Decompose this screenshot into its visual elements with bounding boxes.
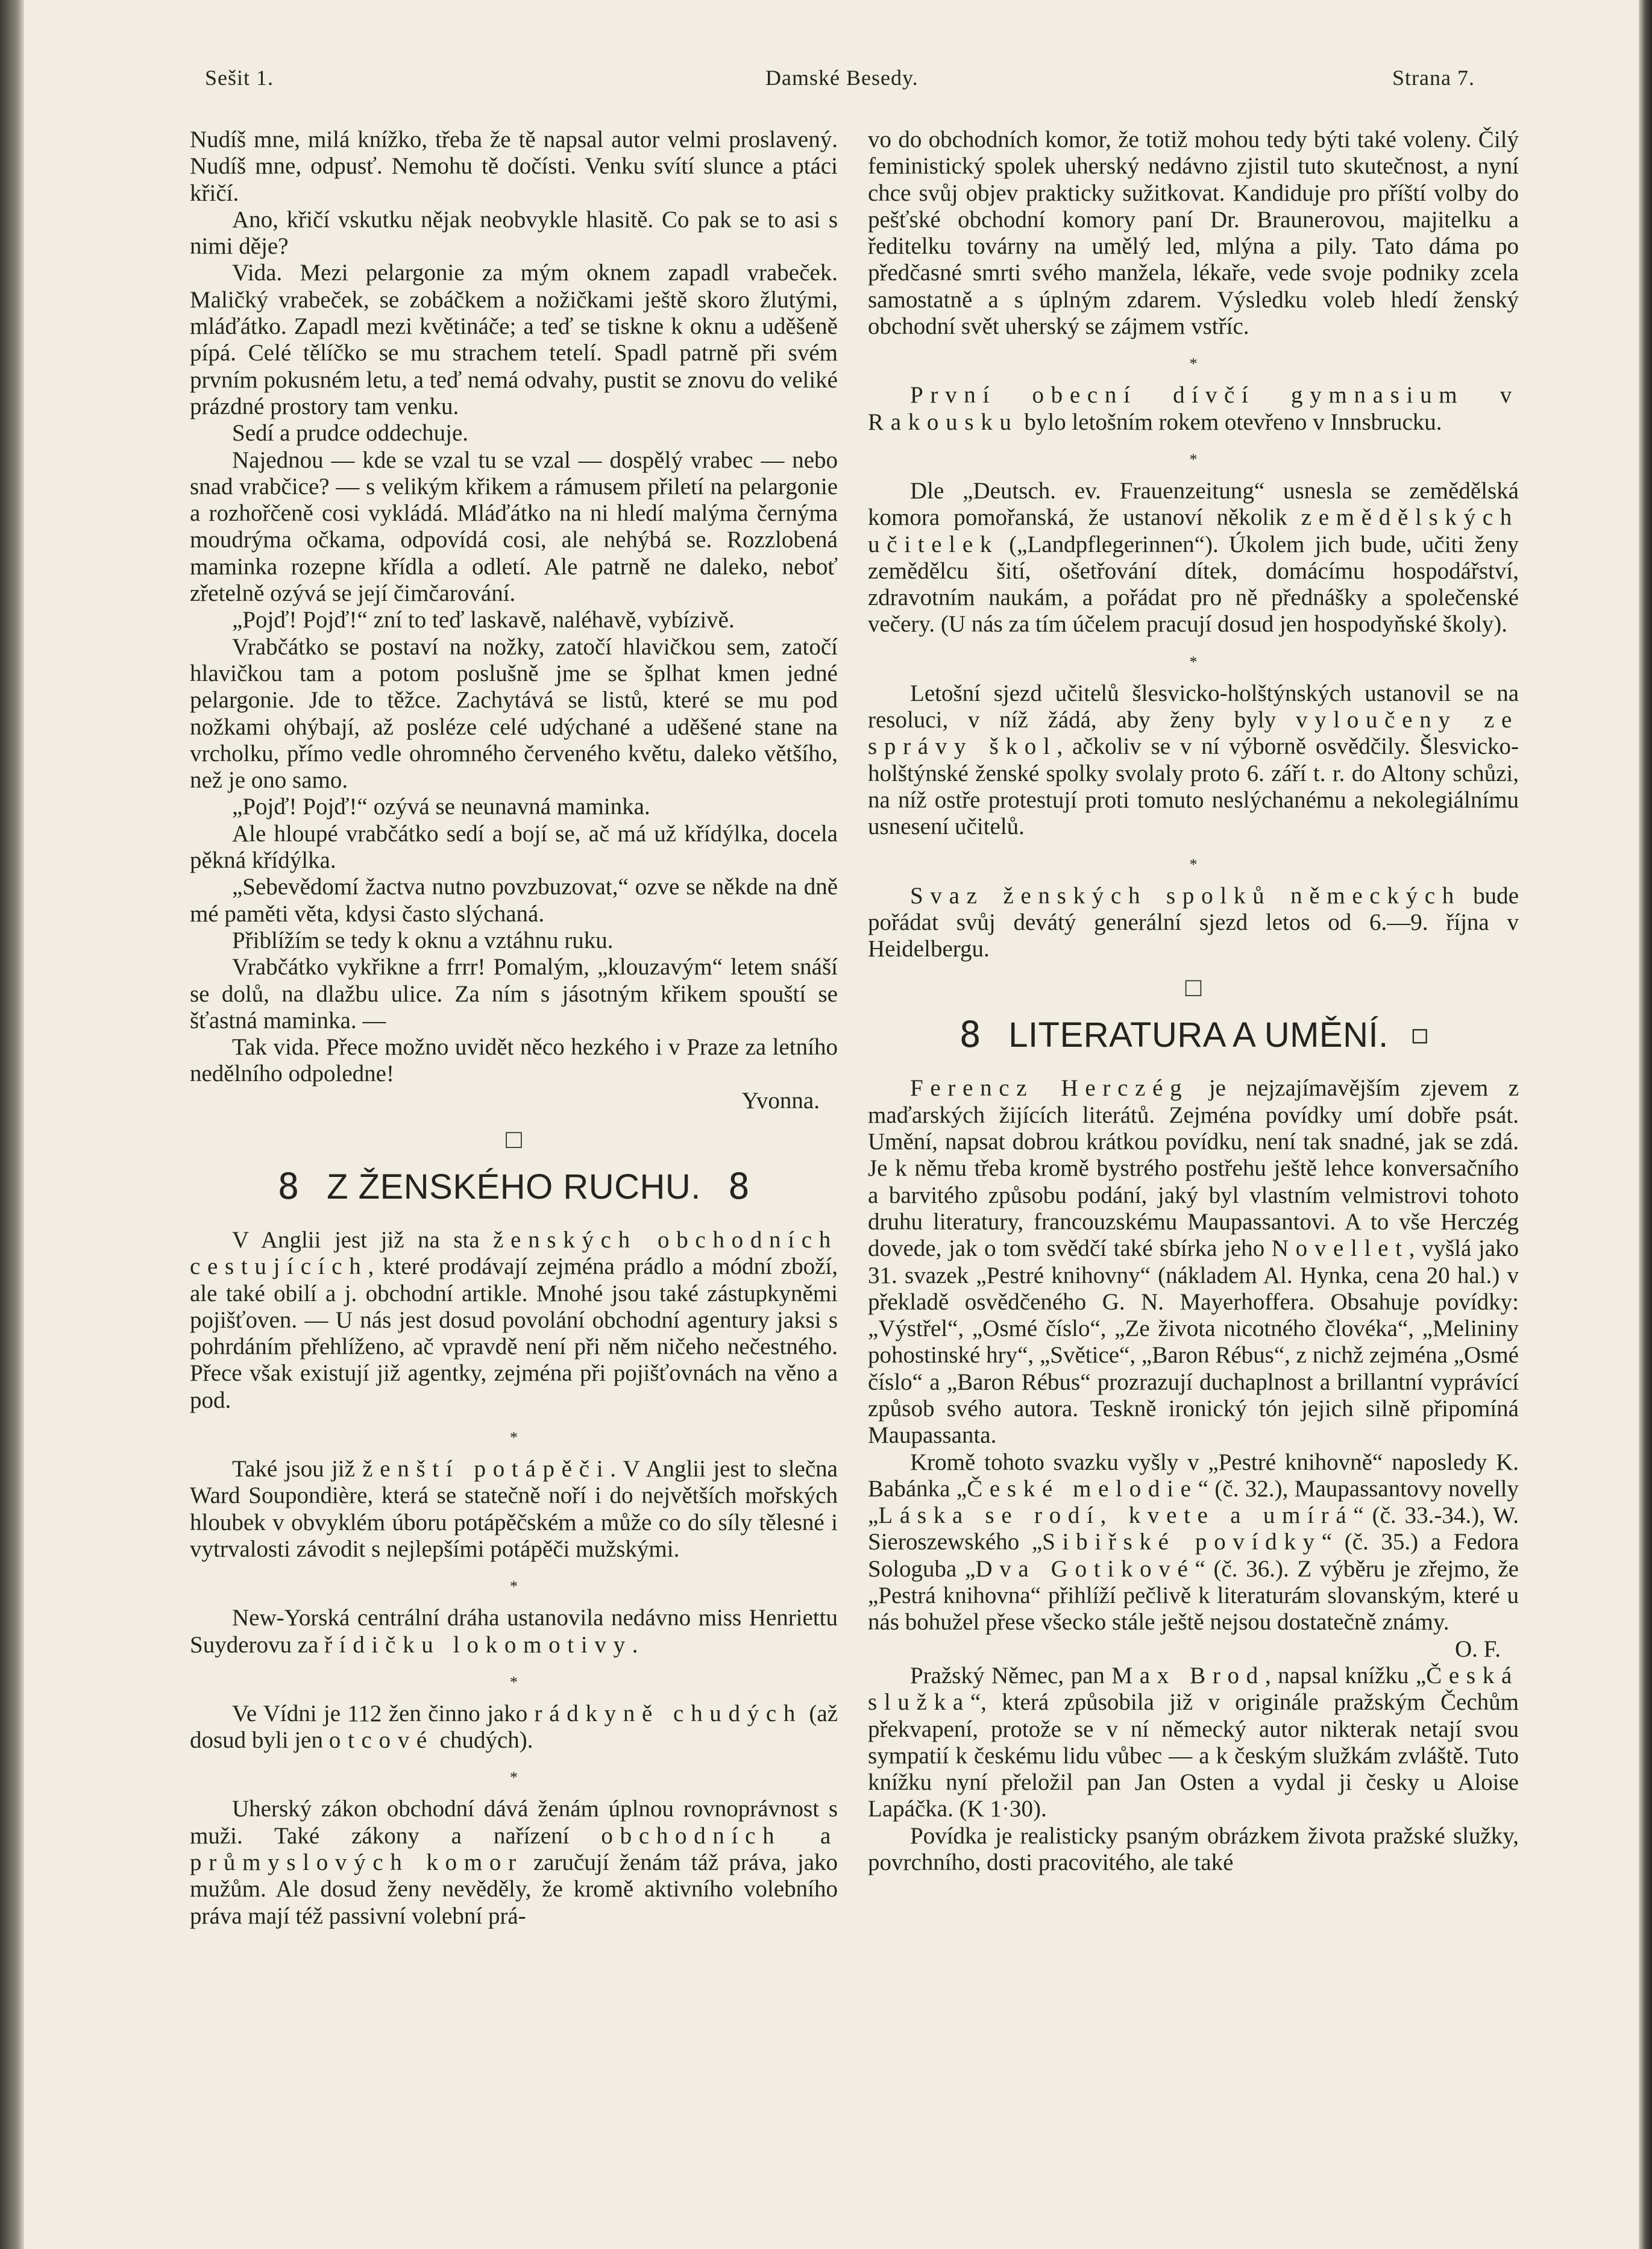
- news-paragraph: Také jsou již ženští potápěči. V Anglii jest to slečna Ward Soupondière, která se statečně noří i do největších mořských hloubek v obvyklém úboru potápěčském a může co do síly tělesné i vytrvalosti závodit s nejlepšími potápěči mužskými.: [190, 1456, 838, 1562]
- news-paragraph: Letošní sjezd učitelů šlesvicko-holštýnských ustanovil se na resoluci, v níž žádá, aby ženy byly vyloučeny ze správy škol, ačkoliv se v ní výborně osvědčily. Šlesvicko-holštýnské ženské spolky svolaly proto 6. září t. r. do Altony schůzi, na níž ostře protestují proti tomuto neslýchanému a nekolegiálnímu usnesení učitelů.: [868, 680, 1519, 840]
- running-header: [205, 65, 1501, 101]
- literature-paragraph: Ferencz Herczég je nejzajímavějším zjevem z maďarských žijících literátů. Zejména povídky umí dobře psát. Umění, napsat dobrou krátkou povídku, není tak snadné, jak se zdá. Je k němu třeba kromě bystrého postřehu ještě lehce konversačního a barvitého způsobu podání, jaký byl vlastním velmistrovi tohoto druhu literatury, francouzskému Maupassantovi. A to vše Herczég dovede, jak o tom svědčí také sbírka jeho Novellet, vyšlá jako 31. svazek „Pestré knihovny“ (nákladem Al. Hynka, cena 20 hal.) v překladě osvědčeného G. N. Mayerhoffera. Obsahuje povídky: „Výstřel“, „Osmé číslo“, „Ze života nicotného človéka“, „Melininy pohostinské hry“, „Světice“, „Baron Rébus“, z nichž zejména „Osmé číslo“ a „Baron Rébus“ prozrazují duchaplnost a brillantní vyprávící způsob svého autora. Teskně ironický tón jejich silně připomíná Maupassanta.: [868, 1075, 1519, 1449]
- story-paragraph: Sedí a prudce oddechuje.: [232, 420, 469, 447]
- story-paragraph: Ano, křičí vskutku nějak neobvykle hlasitě. Co pak se to asi s nimi děje?: [190, 206, 838, 260]
- literature-paragraph: Pražský Němec, pan Max Brod, napsal knížku „Česká služka“, která způsobila již v originále pražským Čechům překvapení, protože se v ní německý autor nikterak netají svou sympatií k českému lidu vůbec — a k českým služkám zvláště. Tuto knížku nyní přeložil pan Jan Osten a vydal ji česky u Aloise Lapáčka. (K 1·30).: [868, 1662, 1519, 1822]
- news-paragraph: První obecní dívčí gymnasium v Rakousku bylo letošním rokem otevřeno v Innsbrucku.: [868, 382, 1519, 435]
- right-column: [868, 127, 1519, 1876]
- news-paragraph: New-Yorská centrální dráha ustanovila nedávno miss Henriettu Suyderovu za řídičku lokomotivy.: [190, 1605, 838, 1658]
- page-right-edge: [1639, 0, 1652, 2249]
- news-paragraph: V Anglii jest již na sta ženských obchodních cestujících, které prodávají zejména prádlo a módní zboží, ale také obilí a j. obchodní artikle. Mnohé jsou také zástupkyněmi pojišťoven. — U nás jest dosud povolání obchodní agentury jaksi s pohrdáním přehlíženo, ač vpravdě není při něm ničeho nečestného. Přece však existují již agentky, zejména při pojišťovnách na věno a pod.: [190, 1226, 838, 1413]
- section-divider-box: □: [1185, 973, 1202, 1003]
- section-heading-literatura: [868, 1009, 1519, 1061]
- asterisk-separator: *: [510, 1769, 518, 1787]
- story-paragraph: „Sebevědomí žactva nutno povzbuzovat,“ ozve se někde na dně mé paměti věta, kdysi často slýchaná.: [190, 874, 838, 927]
- news-paragraph-continued: vo do obchodních komor, že totiž mohou tedy býti také voleny. Čilý feministický spolek uherský nedávno zjistil tuto skutečnost, a nyní chce svůj objev prakticky sužitkovat. Kandiduje pro příští volby do pešťské obchodní komory paní Dr. Braunerovou, majitelku a ředitelku továrny na umělý led, mlýna a pily. Tato dáma po předčasné smrti svého manžela, lékaře, vede svoje podniky zcela samostatně a s úplným zdarem. Výsledku voleb hledí ženský obchodní svět uherský se zájmem vstříc.: [868, 127, 1519, 340]
- header-magazine-title: Damské Besedy.: [765, 66, 919, 90]
- ornament-icon: 8: [959, 1014, 982, 1056]
- asterisk-separator: *: [1189, 653, 1198, 671]
- story-paragraph: Najednou — kde se vzal tu se vzal — dospělý vrabec — nebo snad vrabčice? — s velikým křikem a rámusem přiletí na pelargonie a rozhořčeně cosi vykládá. Mláďátko na ni hledí malýma černýma moudrýma očkama, odpovídá cosi, ale nehýbá se. Rozzlobená maminka rozepne křídla a odletí. Ale patrně ne daleko, neboť zřetelně ozývá se její čimčarování.: [190, 447, 838, 607]
- story-paragraph: Vrabčátko vykřikne a frrr! Pomalým, „klouzavým“ letem snáší se dolů, na dlažbu ulice. Za ním s jásotným křikem spouští se šťastná maminka. —: [190, 954, 838, 1034]
- story-signature: Yvonna.: [741, 1087, 820, 1114]
- story-paragraph: Tak vida. Přece možno uvidět něco hezkého i v Praze za letního nedělního odpoledne!: [190, 1034, 838, 1087]
- news-paragraph: Dle „Deutsch. ev. Frauenzeitung“ usnesla se zemědělská komora pomořanská, že ustanoví několik zemědělských učitelek („Landpflegerinnen“). Úkolem jich bude, učiti ženy zemědělcu šití, ošetřování dítek, domácímu hospodářství, zdravotním naukám, a pořádat pro ně přednášky a společenské večery. (U nás za tím účelem pracují dosud jen hospodyňské školy).: [868, 477, 1519, 638]
- section-title: LITERATURA A UMĚNÍ.: [1008, 1015, 1389, 1055]
- story-paragraph: Přiblížím se tedy k oknu a vztáhnu ruku.: [232, 927, 614, 953]
- literature-paragraph: Povídka je realisticky psaným obrázkem života pražské služky, povrchního, dosti pracovitého, ale také: [868, 1822, 1519, 1876]
- story-paragraph: „Pojď! Pojď!“ ozývá se neunavná maminka.: [232, 794, 650, 820]
- story-paragraph: Ale hloupé vrabčátko sedí a bojí se, ač má už křídýlka, docela pěkná křídýlka.: [190, 820, 838, 874]
- literature-paragraph: Kromě tohoto svazku vyšly v „Pestré knihovně“ naposledy K. Babánka „České melodie“ (č. 32.), Maupassantovy novelly „Láska se rodí, kvete a umírá“ (č. 33.-34.), W. Sieroszewského „Sibiřské povídky“ (č. 35.) a Fedora Sologuba „Dva Gotikové“ (č. 36.). Z výběru je zřejmo, že „Pestrá knihovna“ přihlíží pečlivě k literaturám slovanským, které u nás bohužel přese všecko stále ještě nejsou dostatečně známy.: [868, 1449, 1519, 1636]
- asterisk-separator: *: [1189, 450, 1198, 468]
- left-column: [190, 127, 838, 1930]
- asterisk-separator: *: [1189, 855, 1198, 873]
- header-issue: Sešit 1.: [205, 66, 274, 90]
- page-gutter-shadow: [0, 0, 24, 2249]
- asterisk-separator: *: [1189, 355, 1198, 373]
- ornament-box-icon: □: [1412, 1021, 1428, 1049]
- story-paragraph: „Pojď! Pojď!“ zní to teď laskavě, naléhavě, vybízivě.: [232, 607, 735, 633]
- literature-signature: O. F.: [1455, 1636, 1501, 1662]
- asterisk-separator: *: [510, 1578, 518, 1596]
- ornament-icon: 8: [727, 1165, 750, 1208]
- section-title: Z ŽENSKÉHO RUCHU.: [327, 1167, 701, 1206]
- section-divider-box: □: [506, 1124, 522, 1154]
- section-heading-zensky-ruch: [190, 1161, 838, 1212]
- story-paragraph: Vrabčátko se postaví na nožky, zatočí hlavičkou sem, zatočí hlavičkou tam a potom poslušně jme se šplhat kmen jedné pelargonie. Jde to těžce. Zachytává se listů, které se mu pod nožkami ohýbají, až posléze celé udýchané a uděšené stane na vrcholku, přímo vedle ohromného červeného květu, daleko většího, než je ono samo.: [190, 633, 838, 794]
- asterisk-separator: *: [510, 1429, 518, 1447]
- news-paragraph: Svaz ženských spolků německých bude pořádat svůj devátý generální sjezd letos od 6.—9. října v Heidelbergu.: [868, 882, 1519, 962]
- news-paragraph: Ve Vídni je 112 žen činno jako rádkyně chudých (až dosud byli jen otcové chudých).: [190, 1700, 838, 1754]
- ornament-icon: 8: [277, 1165, 300, 1208]
- news-paragraph: Uherský zákon obchodní dává ženám úplnou rovnoprávnost s muži. Také zákony a nařízení obchodních a průmyslových komor zaručují ženám táž práva, jako mužům. Ale dosud ženy nevěděly, že kromě aktivního volebního práva mají též passivní volební prá-: [190, 1796, 838, 1929]
- asterisk-separator: *: [510, 1673, 518, 1691]
- header-page-number: Strana 7.: [1392, 66, 1475, 90]
- story-paragraph: Vida. Mezi pelargonie za mým oknem zapadl vrabeček. Maličký vrabeček, se zobáčkem a nožičkami ještě skoro žlutými, mláďátko. Zapadl mezi květináče; a teď se tiskne k oknu a uděšeně pípá. Celé tělíčko se mu strachem tetelí. Spadl patrně při svém prvním pokusném letu, a teď nemá odvahy, pustit se znovu do veliké prázdné prostory tam venku.: [190, 260, 838, 419]
- story-paragraph: Nudíš mne, milá knížko, třeba že tě napsal autor velmi proslavený. Nudíš mne, odpusť. Nemohu tě dočísti. Venku svítí slunce a ptáci křičí.: [190, 127, 838, 206]
